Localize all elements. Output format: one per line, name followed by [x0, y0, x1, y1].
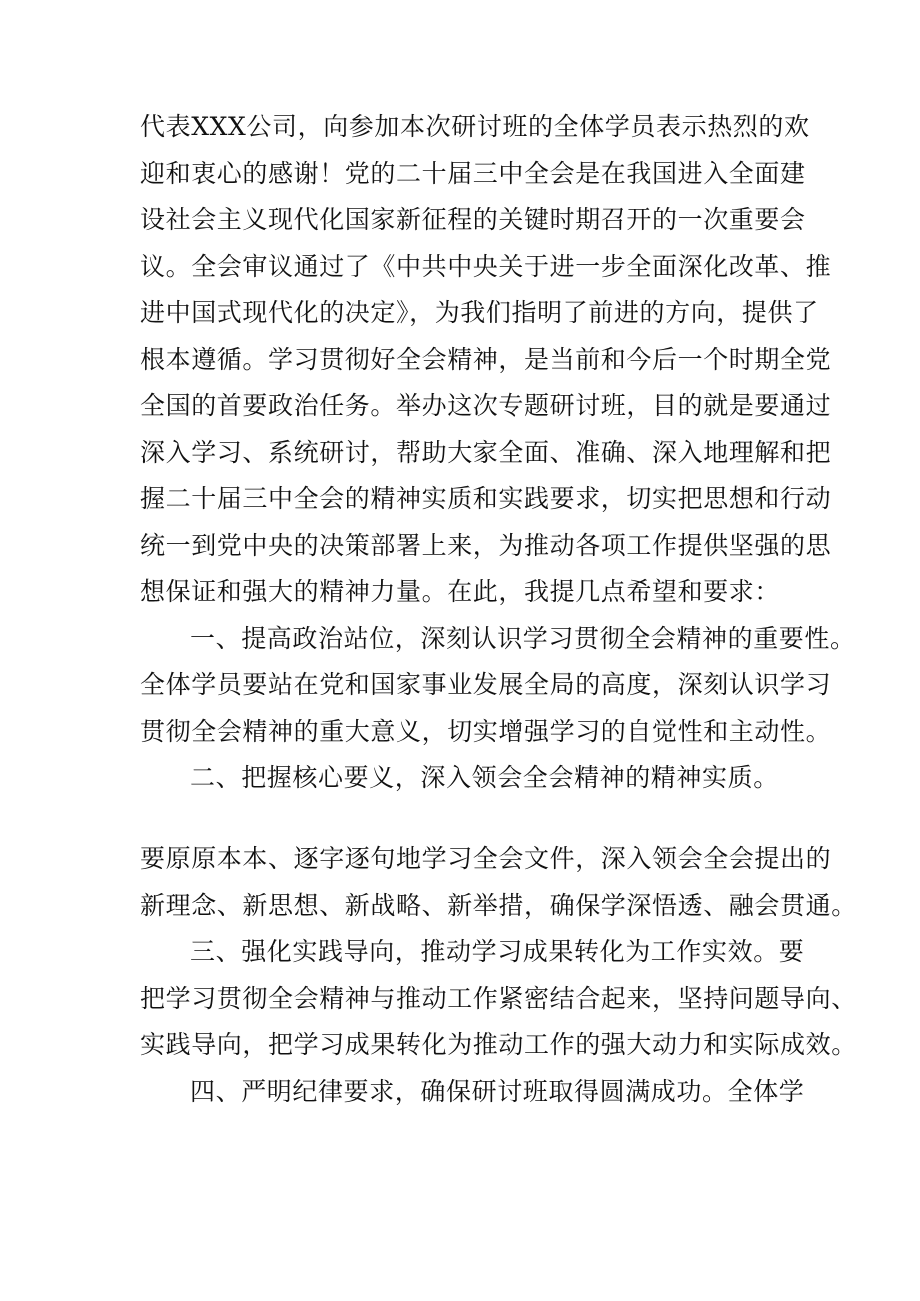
text-line: 握二十届三中全会的精神实质和实践要求，切实把思想和行动 [140, 484, 832, 513]
section-heading-3: 三、强化实践导向，推动学习成果转化为工作实效。要 [190, 937, 805, 966]
section-heading-2: 二、把握核心要义，深入领会全会精神的精神实质。 [190, 763, 779, 792]
text-line: 深入学习、系统研讨，帮助大家全面、准确、深入地理解和把 [140, 438, 832, 467]
text-line: 新理念、新思想、新战略、新举措，确保学深悟透、融会贯通。 [140, 891, 857, 920]
text-line: 根本遵循。学习贯彻好全会精神，是当前和今后一个时期全党 [140, 345, 832, 374]
text-line: 代表XXX公司，向参加本次研讨班的全体学员表示热烈的欢 [140, 112, 810, 141]
text-line: 把学习贯彻全会精神与推动工作紧密结合起来，坚持问题导向、 [140, 984, 857, 1013]
section-heading-4: 四、严明纪律要求，确保研讨班取得圆满成功。全体学 [190, 1077, 805, 1106]
text-line: 要原原本本、逐字逐句地学习全会文件，深入领会全会提出的 [140, 844, 832, 873]
section-heading-1: 一、提高政治站位，深刻认识学习贯彻全会精神的重要性。 [190, 624, 856, 653]
text-line: 全体学员要站在党和国家事业发展全局的高度，深刻认识学习 [140, 670, 832, 699]
text-line: 全国的首要政治任务。举办这次专题研讨班，目的就是要通过 [140, 391, 832, 420]
text-line: 想保证和强大的精神力量。在此，我提几点希望和要求： [140, 577, 781, 606]
text-line: 统一到党中央的决策部署上来，为推动各项工作提供坚强的思 [140, 531, 832, 560]
text-line: 迎和衷心的感谢！党的二十届三中全会是在我国进入全面建 [140, 159, 806, 188]
text-line: 贯彻全会精神的重大意义，切实增强学习的自觉性和主动性。 [140, 717, 832, 746]
text-line: 设社会主义现代化国家新征程的关键时期召开的一次重要会 [140, 205, 806, 234]
text-line: 实践导向，把学习成果转化为推动工作的强大动力和实际成效。 [140, 1030, 857, 1059]
text-line: 议。全会审议通过了《中共中央关于进一步全面深化改革、推 [140, 252, 832, 281]
text-line: 进中国式现代化的决定》，为我们指明了前进的方向，提供了 [140, 298, 819, 327]
